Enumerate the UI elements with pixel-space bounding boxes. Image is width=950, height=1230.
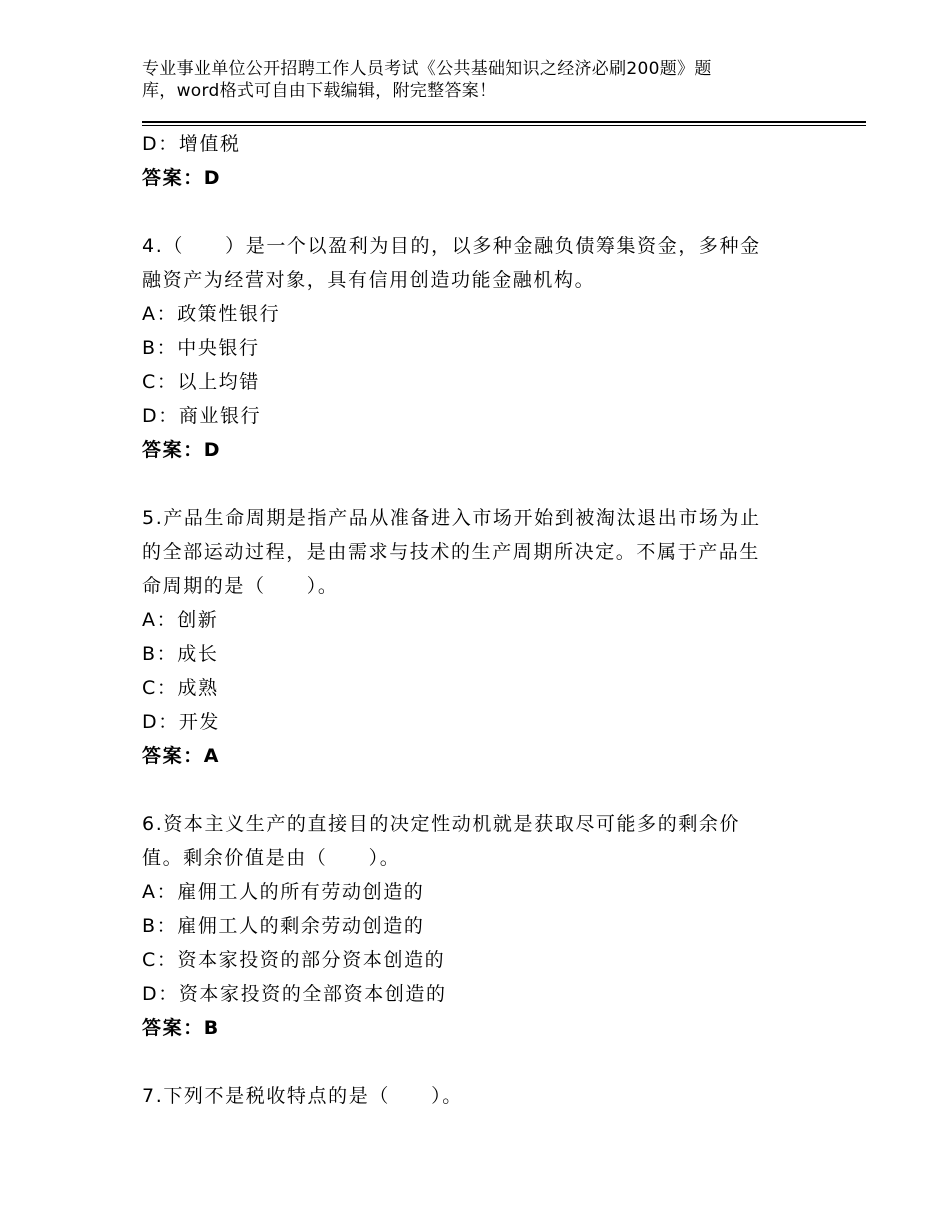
question-4-option-b: B：中央银行	[142, 337, 260, 359]
question-4-answer: 答案：D	[142, 439, 222, 461]
question-4-option-d: D：商业银行	[142, 405, 262, 427]
question-4-text-1: 4.（ ）是一个以盈利为目的，以多种金融负债筹集资金，多种金	[142, 235, 761, 257]
question-4-option-c: C：以上均错	[142, 371, 260, 393]
question-5-option-c: C：成熟	[142, 677, 219, 699]
question-5-text-2: 的全部运动过程，是由需求与技术的生产周期所决定。不属于产品生	[142, 541, 761, 563]
question-4-option-a: A：政策性银行	[142, 303, 281, 325]
question-7	[142, 1079, 802, 1113]
question-4-text-2: 融资产为经营对象，具有信用创造功能金融机构。	[142, 269, 596, 291]
prev-question-option-d: D：增值税	[142, 133, 241, 155]
question-4	[142, 229, 802, 467]
question-6-answer: 答案：B	[142, 1017, 220, 1039]
question-6-option-c: C：资本家投资的部分资本创造的	[142, 949, 446, 971]
question-6-option-b: B：雇佣工人的剩余劳动创造的	[142, 915, 425, 937]
question-5-text-1: 5.产品生命周期是指产品从准备进入市场开始到被淘汰退出市场为止	[142, 507, 761, 529]
question-7-text-1: 7.下列不是税收特点的是（ ）。	[142, 1085, 463, 1107]
question-5-option-a: A：创新	[142, 609, 219, 631]
question-5-text-3: 命周期的是（ ）。	[142, 575, 339, 597]
header-rule-thick	[142, 121, 866, 123]
document-body	[142, 127, 802, 1113]
spacer	[142, 195, 802, 229]
question-6-option-d: D：资本家投资的全部资本创造的	[142, 983, 447, 1005]
header-rule-thin	[142, 125, 866, 126]
question-6-option-a: A：雇佣工人的所有劳动创造的	[142, 881, 425, 903]
prev-question-answer: 答案：D	[142, 167, 222, 189]
document-header	[142, 58, 782, 102]
question-5-option-b: B：成长	[142, 643, 219, 665]
spacer	[142, 467, 802, 501]
header-line-2: 库，word格式可自由下载编辑，附完整答案！	[142, 81, 497, 101]
spacer	[142, 1045, 802, 1079]
question-6-text-2: 值。剩余价值是由（ ）。	[142, 847, 401, 869]
header-line-1: 专业事业单位公开招聘工作人员考试《公共基础知识之经济必刷200题》题	[142, 59, 712, 79]
question-5	[142, 501, 802, 773]
question-6-text-1: 6.资本主义生产的直接目的决定性动机就是获取尽可能多的剩余价	[142, 813, 741, 835]
question-5-answer: 答案：A	[142, 745, 221, 767]
spacer	[142, 773, 802, 807]
question-5-option-d: D：开发	[142, 711, 221, 733]
question-6	[142, 807, 802, 1045]
